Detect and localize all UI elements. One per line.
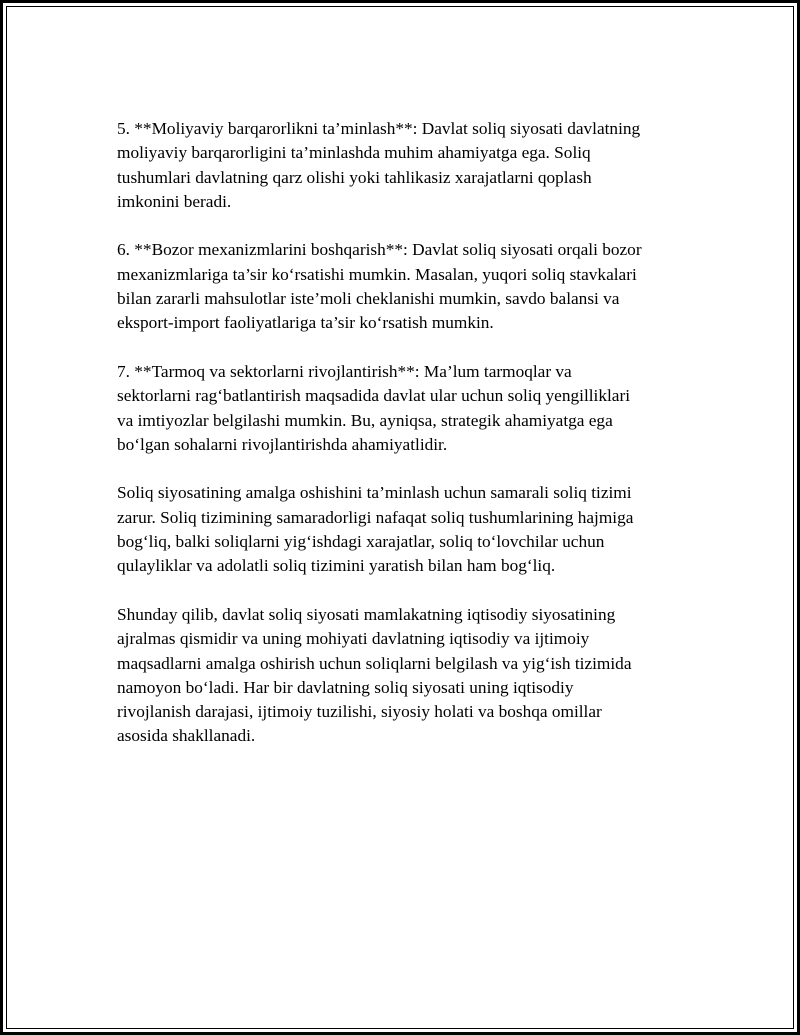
text-line: maqsadlarni amalga oshirish uchun soliqlarni belgilash va yig‘ish tizimida (117, 653, 632, 673)
text-line: imkonini beradi. (117, 191, 232, 211)
paragraph-tax-system-efficiency (117, 481, 697, 578)
text-line: moliyaviy barqarorligini ta’minlashda muhim ahamiyatga ega. Soliq (117, 143, 591, 163)
paragraph-market-mechanisms (117, 238, 697, 335)
paragraph-financial-stability (117, 117, 697, 214)
text-line: bilan zararli mahsulotlar iste’moli cheklanishi mumkin, savdo balansi va (117, 289, 620, 309)
text-line: 7. **Tarmoq va sektorlarni rivojlantirish**: Ma’lum tarmoqlar va (117, 361, 572, 381)
text-line: 5. **Moliyaviy barqarorlikni ta’minlash**: Davlat soliq siyosati davlatning (117, 119, 641, 138)
text-line: eksport-import faoliyatlariga ta’sir ko‘rsatish mumkin. (117, 313, 494, 333)
text-line: tushumlari davlatning qarz olishi yoki tahlikasiz xarajatlarni qoplash (117, 167, 592, 187)
paragraph-sector-development (117, 360, 697, 457)
paragraph-conclusion (117, 603, 697, 749)
text-line: qulayliklar va adolatli soliq tizimini yaratish bilan ham bog‘liq. (117, 556, 556, 576)
text-line: Shunday qilib, davlat soliq siyosati mamlakatning iqtisodiy siyosatining (117, 604, 616, 624)
text-line: sektorlarni rag‘batlantirish maqsadida davlat ular uchun soliq yengilliklari (117, 386, 631, 406)
text-line: 6. **Bozor mexanizmlarini boshqarish**: Davlat soliq siyosati orqali bozor (117, 240, 642, 260)
text-line: bog‘liq, balki soliqlarni yig‘ishdagi xarajatlar, soliq to‘lovchilar uchun (117, 532, 605, 552)
text-line: ajralmas qismidir va uning mohiyati davlatning iqtisodiy va ijtimoiy (117, 629, 590, 649)
text-line: va imtiyozlar belgilashi mumkin. Bu, ayniqsa, strategik ahamiyatga ega (117, 410, 613, 430)
text-line: rivojlanish darajasi, ijtimoiy tuzilishi, siyosiy holati va boshqa omillar (117, 702, 602, 722)
text-line: bo‘lgan sohalarni rivojlantirishda ahamiyatlidir. (117, 434, 448, 454)
text-line: namoyon bo‘ladi. Har bir davlatning soliq siyosati uning iqtisodiy (117, 677, 574, 697)
text-line: mexanizmlariga ta’sir ko‘rsatishi mumkin. Masalan, yuqori soliq stavkalari (117, 264, 637, 284)
document-body (117, 117, 697, 773)
text-line: asosida shakllanadi. (117, 726, 256, 746)
text-line: zarur. Soliq tizimining samaradorligi nafaqat soliq tushumlarining hajmiga (117, 507, 634, 527)
text-line: Soliq siyosatining amalga oshishini ta’minlash uchun samarali soliq tizimi (117, 483, 632, 503)
